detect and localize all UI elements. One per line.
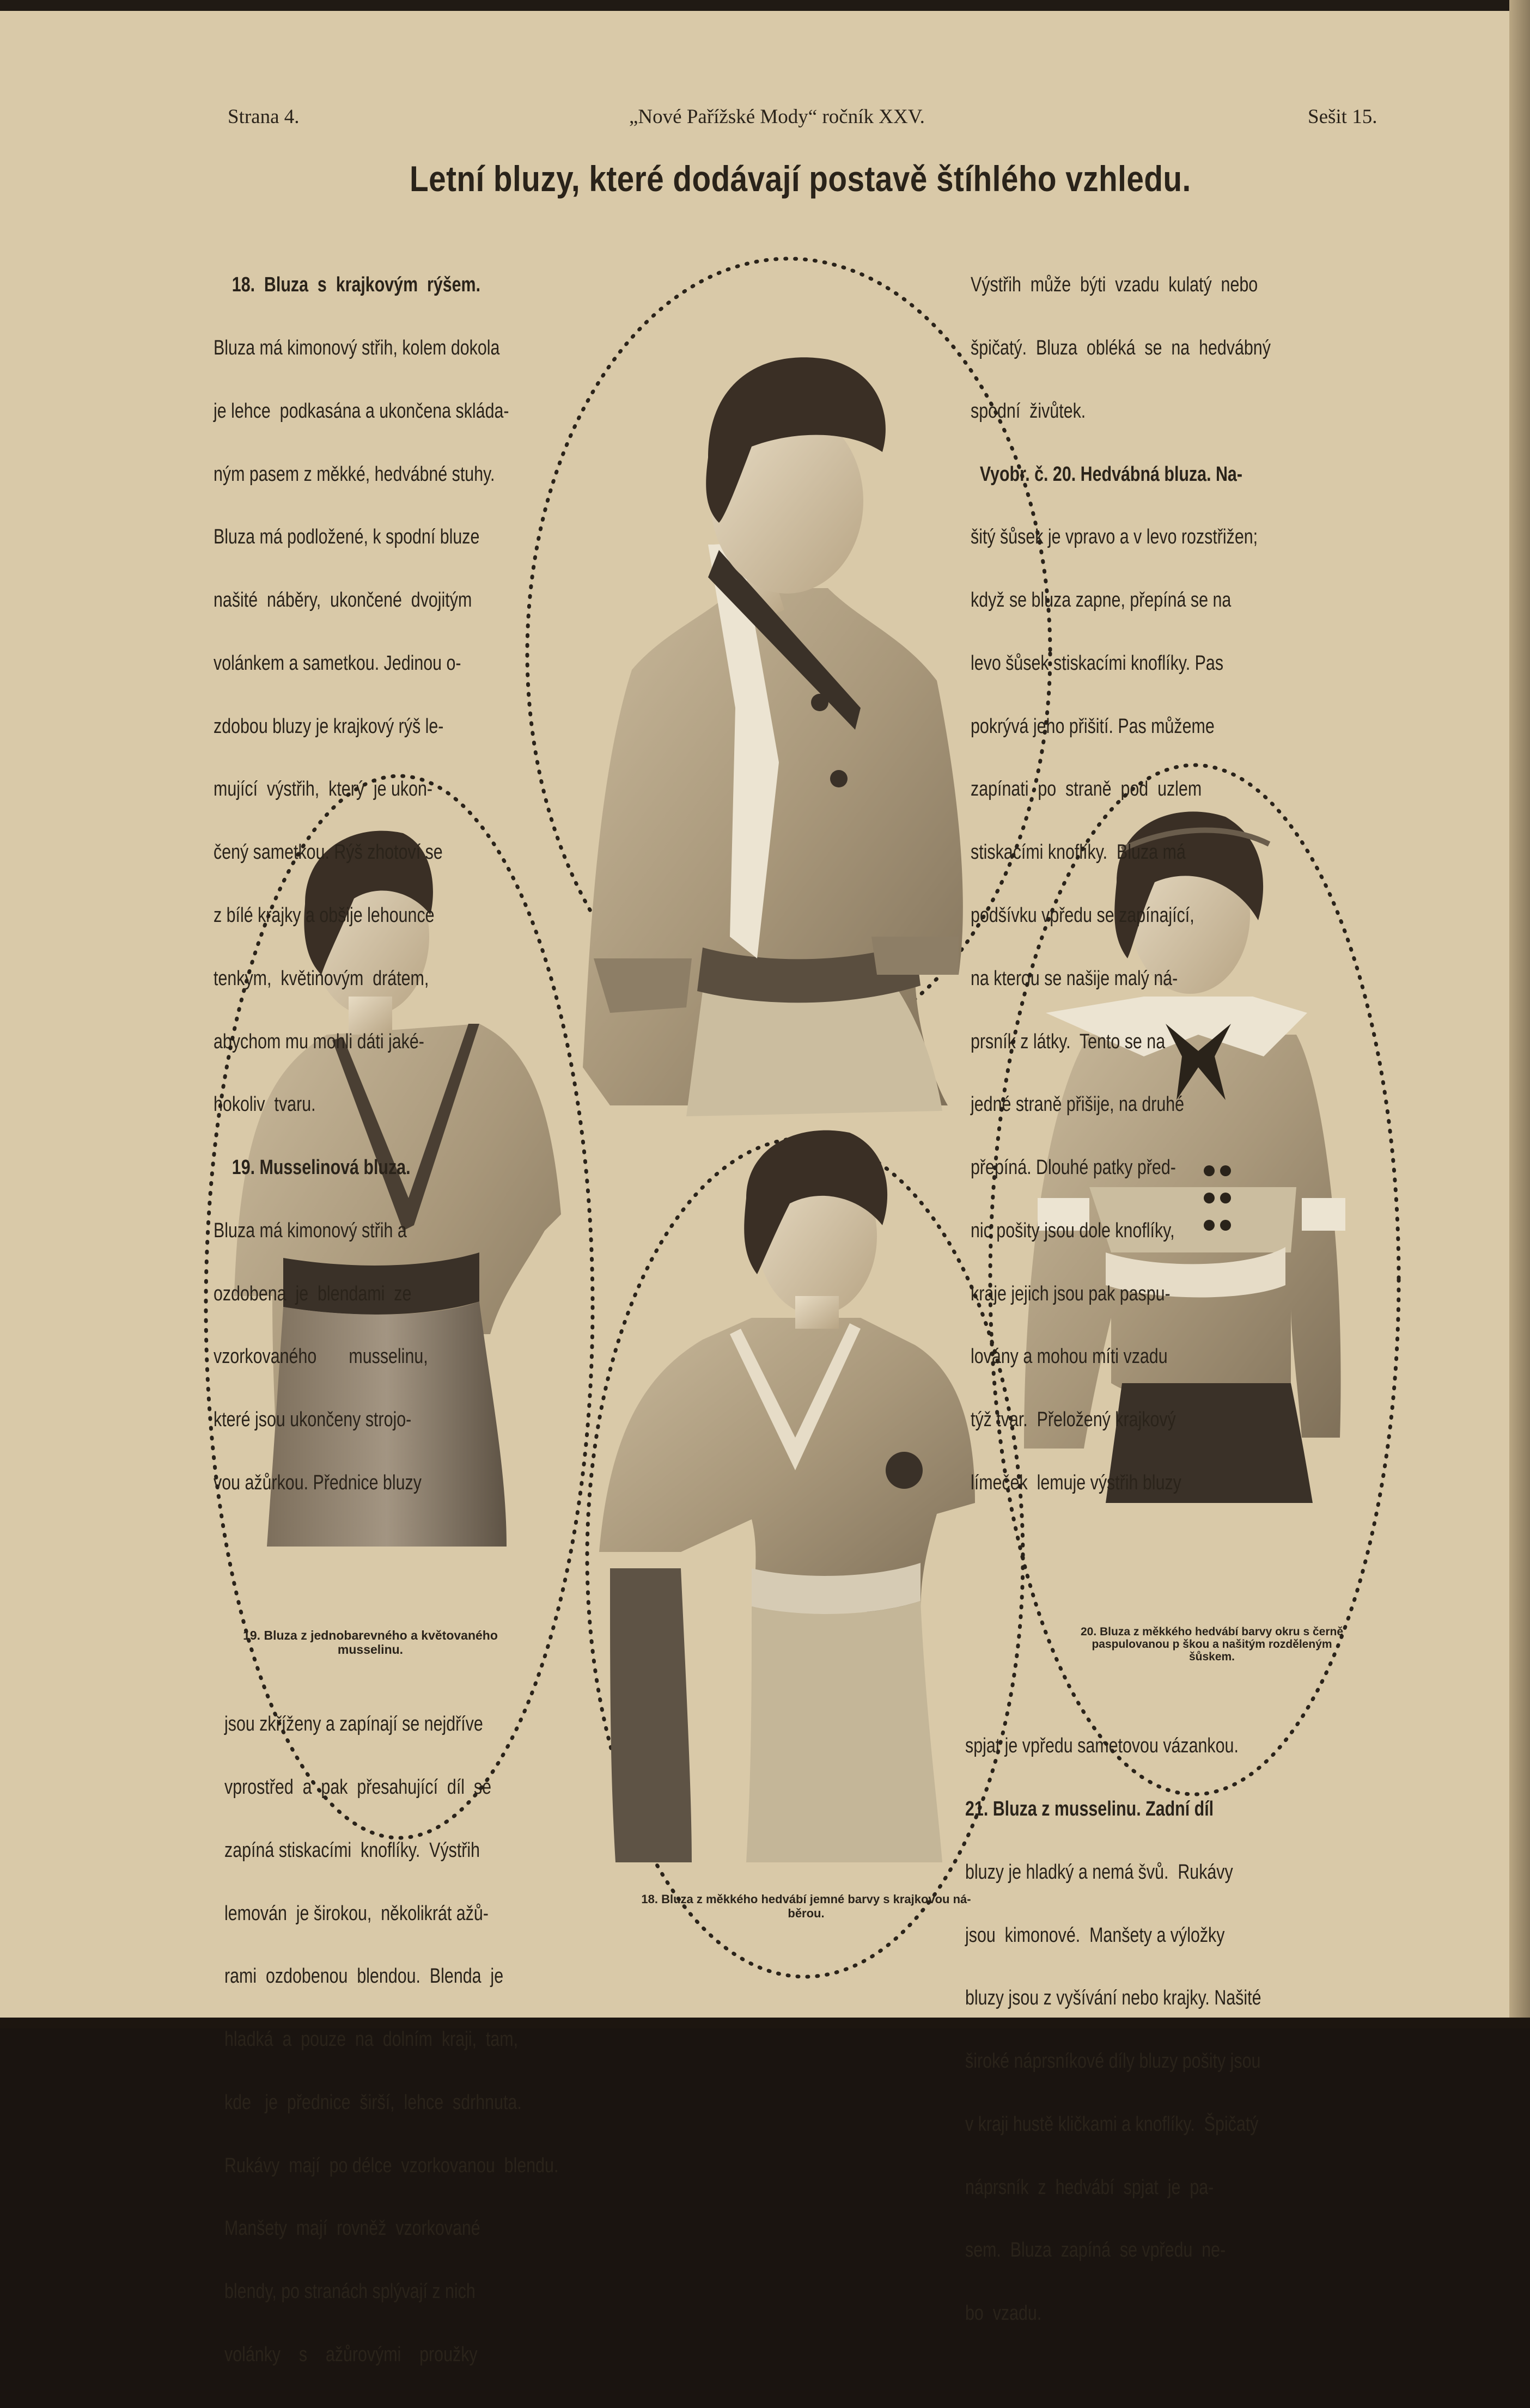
text-line: hokoliv tvaru. [214,1093,316,1116]
text-line: na kterou se našije malý ná- [971,967,1178,990]
caption-line: paspulovanou p škou a našitým rozděleným [1092,1638,1332,1651]
text-line: široké náprsníkové díly bluzy pošity jsou [965,2050,1261,2073]
text-line: je lehce podkasána a ukončena skláda- [214,399,509,423]
text-line: špičatý. Bluza obléká se na hedvábný [971,336,1271,359]
text-line: mující výstřih, který je ukon- [214,778,433,801]
text-line: Výstřih může býti vzadu kulatý nebo [971,273,1258,297]
text-line: prsník z látky. Tento se na [971,1030,1166,1053]
article-text-right-bottom [965,1694,1261,2366]
page-title: Letní bluzy, které dodávají postavě štíhlého vzhledu. [410,158,1191,199]
running-header: „Nové Pařížské Mody“ ročník XXV. [629,106,925,128]
text-line: jsou kimonové. Manšety a výložky [965,1923,1225,1947]
text-line: pokrývá jeho přišití. Pas můžeme [971,714,1215,738]
text-line: jedné straně přišije, na druhé [971,1093,1185,1116]
caption-line: šůskem. [1188,1651,1235,1663]
text-line: Bluza má kimonový střih, kolem dokola [214,336,500,359]
text-line: šitý šůsek je vpravo a v levo rozstřižen; [971,525,1258,549]
text-line: vzorkovaného musselinu, [214,1345,428,1368]
text-line: 21. Bluza z musselinu. Zadní díl [965,1797,1214,1820]
text-line: 19. Musselinová bluza. [214,1156,411,1179]
text-line: jsou zkříženy a zapínají se nejdříve [224,1713,483,1736]
text-line: lovány a mohou míti vzadu [971,1345,1168,1368]
text-line: kde je přednice širší, lehce sdrhnuta. [224,2091,522,2114]
text-line: spodní živůtek. [971,399,1086,423]
text-line: z bílé krajky a obšije lehounce [214,904,435,927]
text-line: když se bluza zapne, přepíná se na [971,589,1232,612]
text-line: přepíná. Dlouhé patky před- [971,1156,1176,1179]
figure-21-bottom [587,1130,1023,1977]
text-line: našité náběry, ukončené dvojitým [214,589,472,612]
text-line: čený sametkou. Rýš zhotoví se [214,841,443,864]
text-line: zdobou bluzy je krajkový rýš le- [214,714,444,738]
text-line: sem. Bluza zapíná se vpředu ne- [965,2239,1226,2262]
text-line: límeček lemuje výstřih bluzy [971,1471,1181,1495]
caption-line: 19. Bluza z jednobarevného a květovaného [243,1628,498,1642]
text-line: podšívku vpředu se zapínající, [971,904,1194,927]
text-line: které jsou ukončeny strojo- [214,1408,412,1432]
figure-18-caption [599,1892,1013,1921]
text-line: kraje jejich jsou pak paspu- [971,1282,1171,1305]
text-line: spjat je vpředu sametovou vázankou. [965,1734,1239,1758]
figure-19-caption [218,1628,523,1657]
text-line: Bluza má kimonový střih a [214,1219,407,1242]
text-line: ným pasem z měkké, hedvábné stuhy. [214,462,495,486]
text-line: levo šůsek stiskacími knoflíky. Pas [971,651,1224,675]
text-line: vou ažůrkou. Přednice bluzy [214,1471,422,1495]
text-line: volánkem a sametkou. Jedinou o- [214,651,461,675]
article-text-right-top [971,233,1271,1536]
text-line: zapínati po straně pod uzlem [971,778,1202,801]
text-line: náprsník z hedvábí spjat je pa- [965,2175,1214,2199]
text-line: nic pošity jsou dole knoflíky, [971,1219,1175,1242]
text-line: stiskacími knoflíky. Bluza má [971,841,1186,864]
text-line: bo vzadu. [965,2302,1042,2325]
caption-line: 20. Bluza z měkkého hedvábí barvy okru s černě [1080,1625,1344,1638]
text-line: bluzy je hladký a nemá švů. Rukávy [965,1860,1233,1884]
caption-line: musselinu. [337,1642,404,1657]
text-line: volánky s ažůrovými proužky [224,2343,478,2366]
text-line: ozdobena je blendami ze [214,1282,412,1305]
text-line: bluzy jsou z vyšívání nebo krajky. Našité [965,1987,1261,2010]
text-line: Rukávy mají po délce vzorkovanou blendu. [224,2154,559,2177]
text-line: Bluza má podložené, k spodní bluze [214,525,480,549]
text-line: blendy, po stranách splývají z nich [224,2280,476,2303]
text-line: lemován je širokou, několikrát ažů- [224,1902,489,1925]
text-line: Vyobr. č. 20. Hedvábná bluza. Na- [971,462,1242,486]
text-line: Manšety mají rovněž vzorkované [224,2217,480,2240]
text-line: týž tvar. Přeložený krajkový [971,1408,1176,1432]
text-line: abychom mu mohli dáti jaké- [214,1030,424,1053]
page-number: Strana 4. [228,106,300,128]
text-line: hladká a pouze na dolním kraji, tam, [224,2028,519,2051]
caption-line: běrou. [788,1906,825,1920]
text-line: tenkým, květinovým drátem, [214,967,429,990]
text-line: rami ozdobenou blendou. Blenda je [224,1965,504,1988]
article-text-left-top [214,233,509,1536]
text-line: zapíná stiskacími knoflíky. Výstřih [224,1838,480,1862]
text-line: 18. Bluza s krajkovým rýšem. [214,273,481,297]
figure-20-caption [1057,1625,1367,1663]
text-line: vprostřed a pak přesahující díl se [224,1775,492,1799]
caption-line: 18. Bluza z měkkého hedvábí jemné barvy s krajkovou ná- [641,1892,971,1906]
issue-number: Sešit 15. [1308,106,1377,128]
text-line: v kraji hustě kličkami a knoflíky. Špičatý [965,2112,1259,2136]
article-text-left-bottom [224,1672,558,2407]
